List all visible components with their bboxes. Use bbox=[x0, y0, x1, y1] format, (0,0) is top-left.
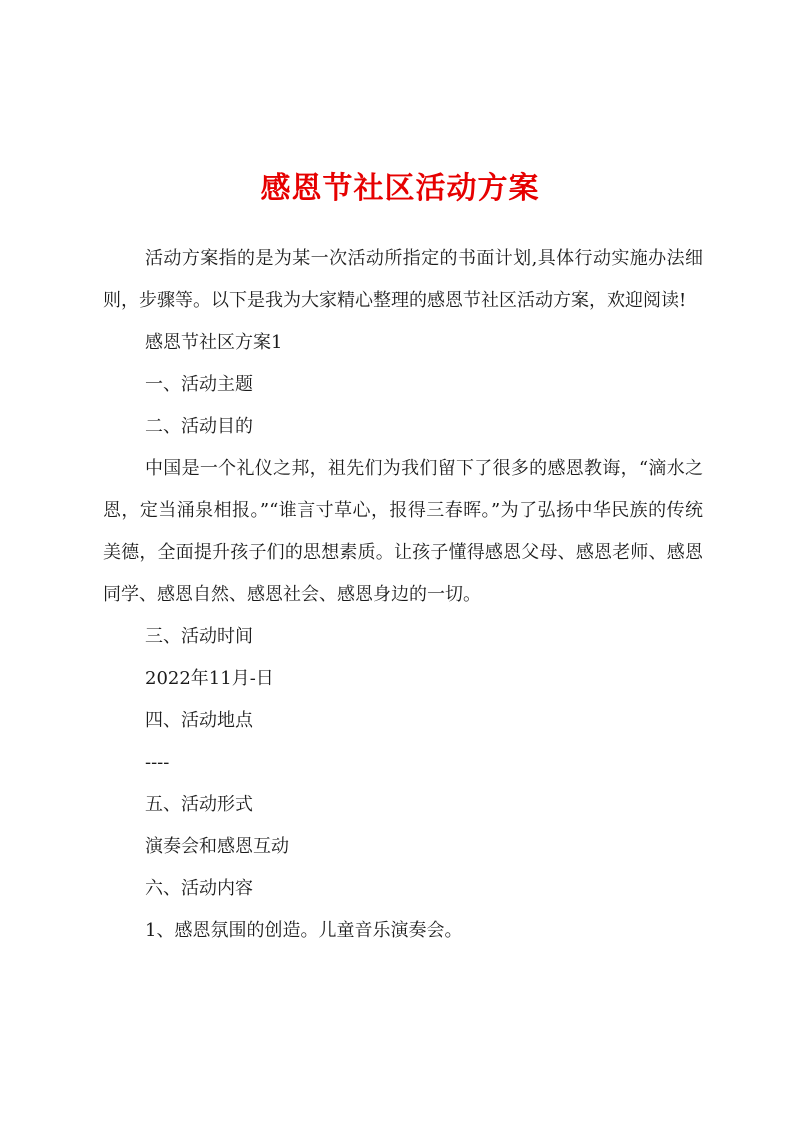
content-item-1: 1、感恩氛围的创造。儿童音乐演奏会。 bbox=[145, 920, 463, 941]
format-value: 演奏会和感恩互动 bbox=[145, 836, 289, 857]
section-heading-location: 四、活动地点 bbox=[145, 710, 253, 731]
document-body bbox=[103, 238, 703, 952]
time-value: 2022年11月-日 bbox=[145, 668, 274, 689]
document-title: 感恩节社区活动方案 bbox=[260, 171, 540, 206]
location-value: ---- bbox=[145, 752, 170, 773]
section-heading-time: 三、活动时间 bbox=[145, 626, 253, 647]
intro-paragraph: 活动方案指的是为某一次活动所指定的书面计划,具体行动实施办法细则，步骤等。以下是我为大家精心整理的感恩节社区活动方案，欢迎阅读! bbox=[103, 248, 703, 311]
section-heading-purpose: 二、活动目的 bbox=[145, 416, 253, 437]
section-heading-theme: 一、活动主题 bbox=[145, 374, 253, 395]
section-heading-content: 六、活动内容 bbox=[145, 878, 253, 899]
plan-heading: 感恩节社区方案1 bbox=[145, 332, 283, 353]
section-heading-format: 五、活动形式 bbox=[145, 794, 253, 815]
purpose-paragraph: 中国是一个礼仪之邦，祖先们为我们留下了很多的感恩教诲，“滴水之恩，定当涌泉相报。”“谁言寸草心，报得三春晖。”为了弘扬中华民族的传统美德，全面提升孩子们的思想素质。让孩子懂得感恩父母、感恩老师、感恩同学、感恩自然、感恩社会、感恩身边的一切。 bbox=[103, 458, 703, 605]
